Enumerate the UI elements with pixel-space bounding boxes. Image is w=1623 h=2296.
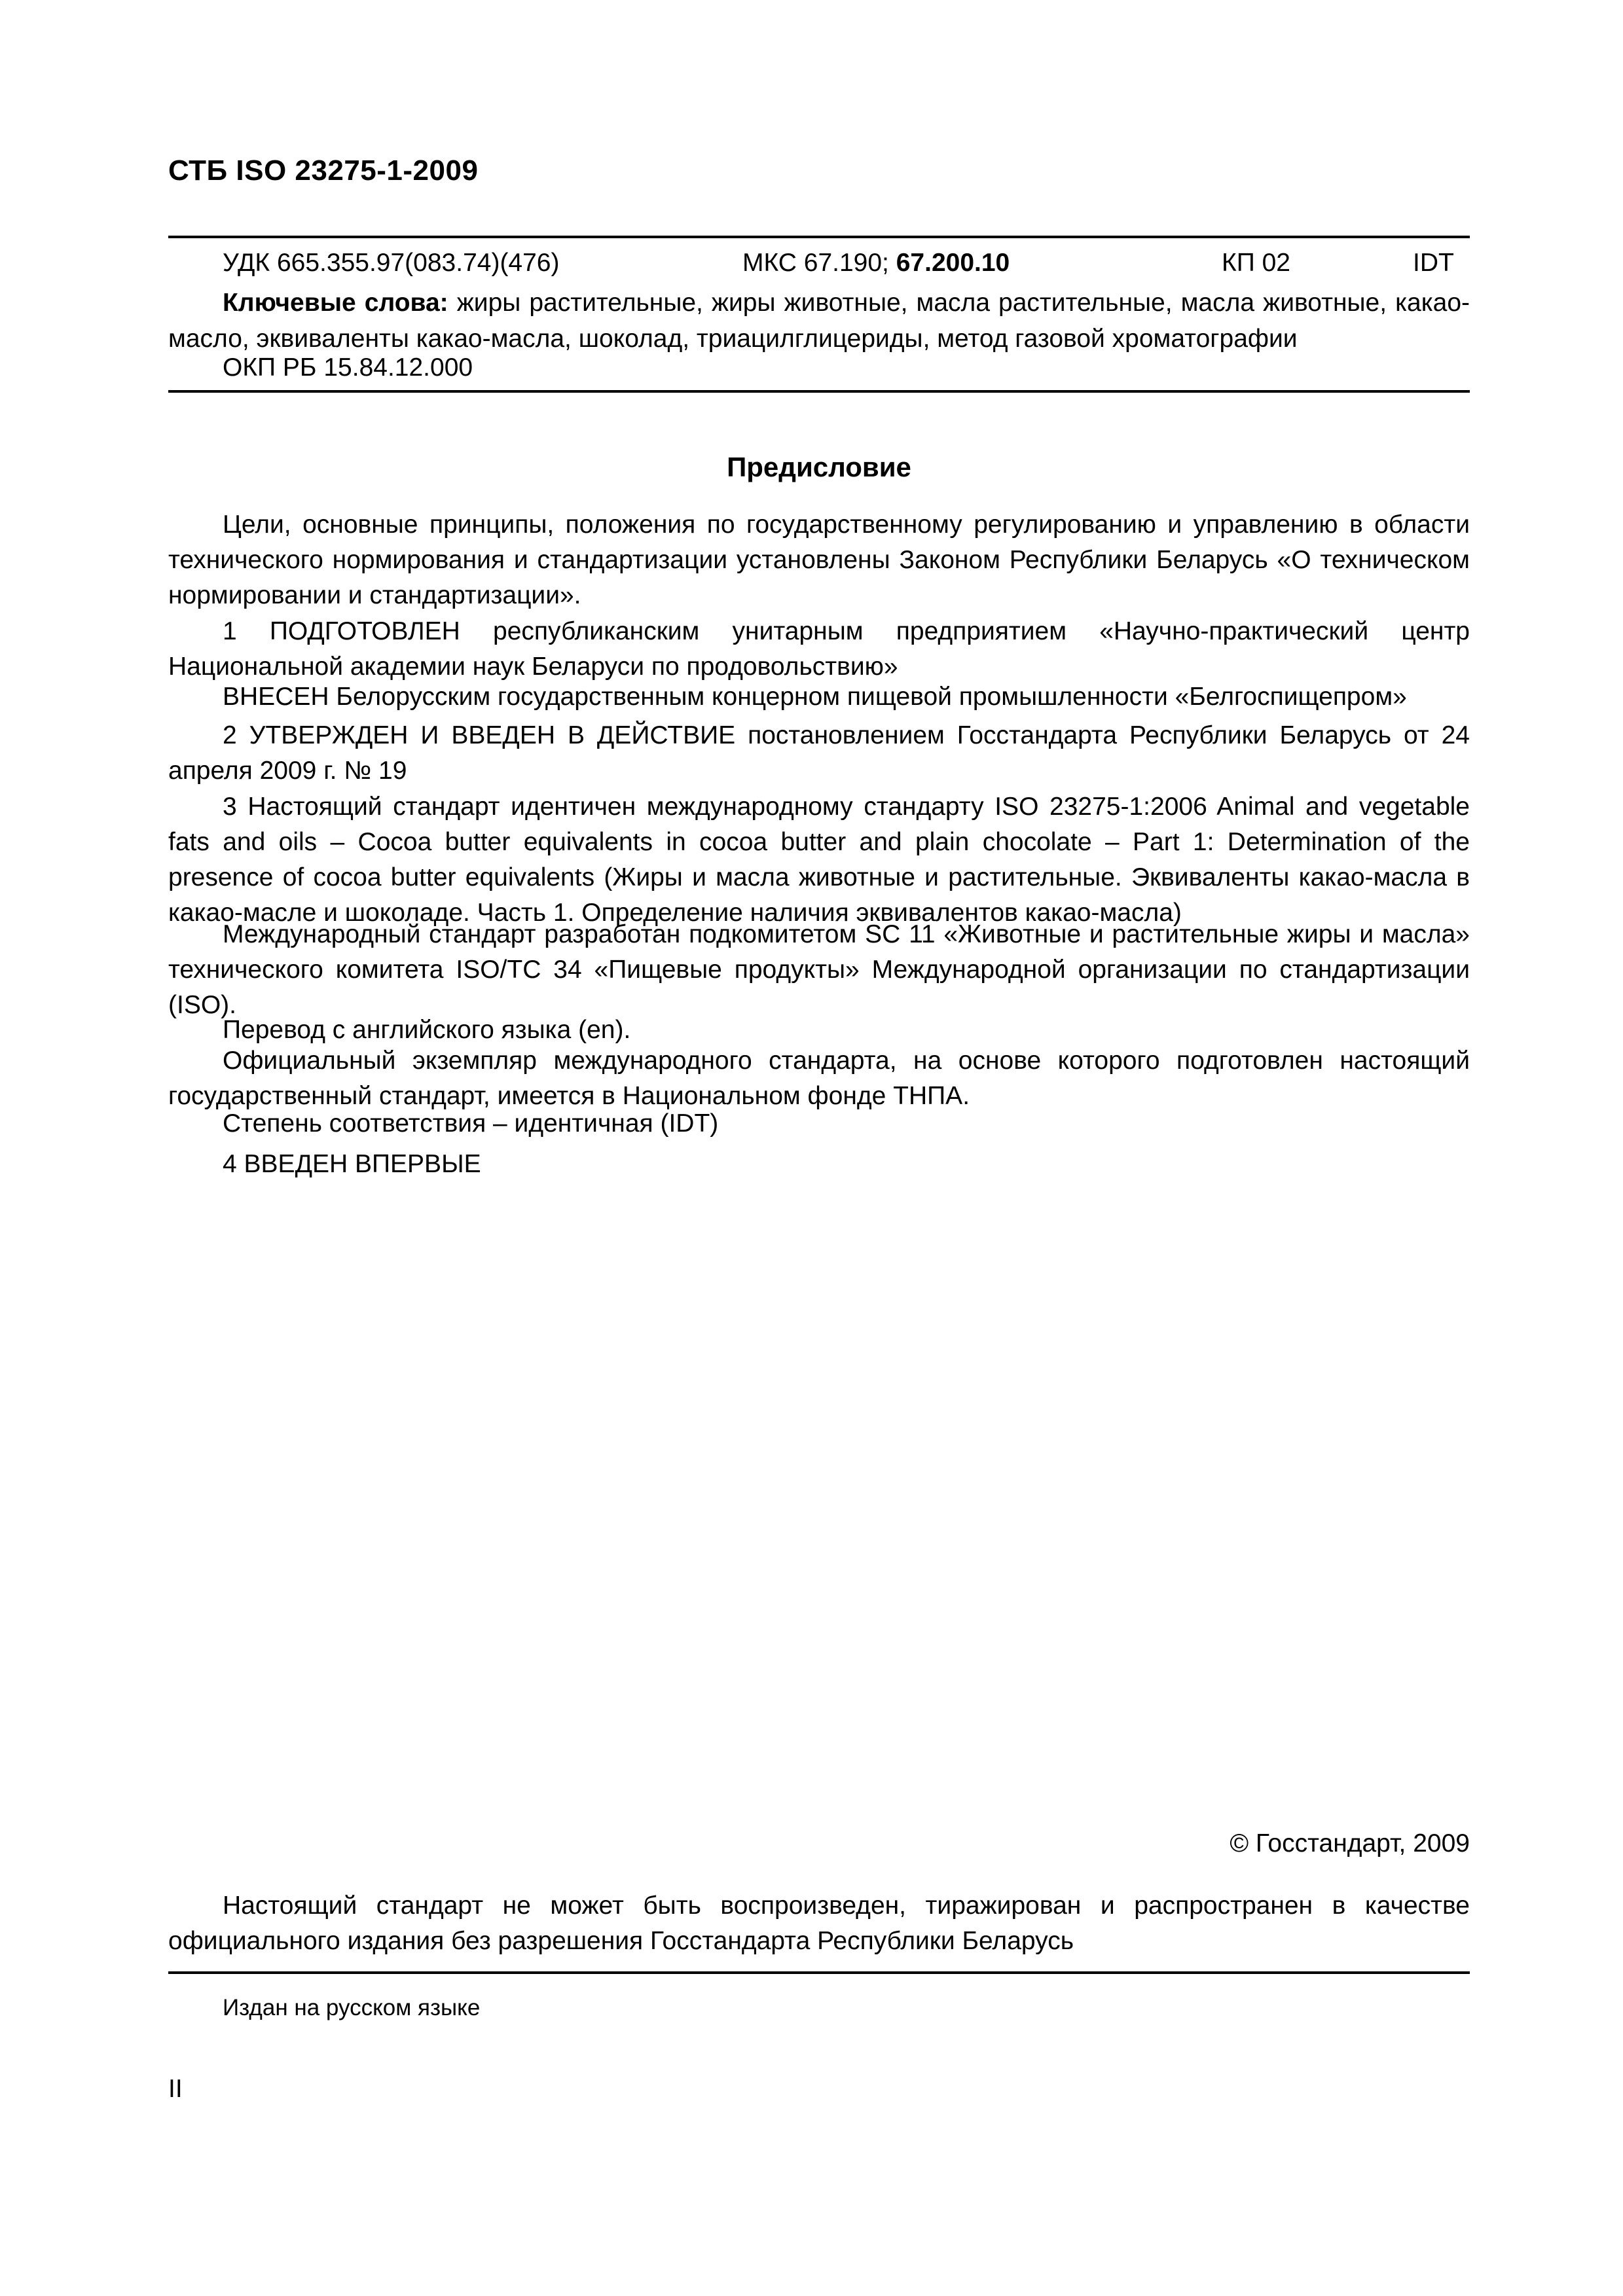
mks-code xyxy=(742,249,1010,278)
okp-code: ОКП РБ 15.84.12.000 xyxy=(223,353,473,382)
document-code: СТБ ISO 23275-1-2009 xyxy=(168,154,479,187)
foreword-paragraph: Международный стандарт разработан подкомитетом SC 11 «Животные и растительные жиры и масла» технического комитета ISO/TC 34 «Пищевые продукты» Международной организации по стандартизации (ISO). xyxy=(168,920,1470,1019)
divider-top xyxy=(168,236,1470,238)
keywords-label: Ключевые слова: xyxy=(223,289,448,317)
reproduction-notice: Настоящий стандарт не может быть воспроизведен, тиражирован и распространен в качестве официального издания без разрешения Госстандарта Республики Беларусь xyxy=(168,1892,1470,1955)
foreword-paragraph: 2 УТВЕРЖДЕН И ВВЕДЕН В ДЕЙСТВИЕ постановлением Госстандарта Республики Беларусь от 24 апреля 2009 г. № 19 xyxy=(168,721,1470,785)
copyright: © Госстандарт, 2009 xyxy=(1230,1829,1470,1857)
foreword-paragraph: Официальный экземпляр международного стандарта, на основе которого подготовлен настоящий государственный стандарт, имеется в Национальном фонде ТНПА. xyxy=(168,1047,1470,1110)
kp-code: КП 02 xyxy=(1222,249,1290,277)
keywords xyxy=(168,285,1470,357)
idt-code: IDT xyxy=(1413,249,1454,277)
keywords-text: жиры растительные, жиры животные, масла растительные, масла животные, какао-масло, эквиваленты какао-масла, шоколад, триацилглицериды, метод газовой хроматографии xyxy=(168,289,1470,353)
page-number: II xyxy=(168,2075,183,2103)
mks-bold-code: 67.200.10 xyxy=(896,249,1010,277)
foreword-paragraph: Перевод с английского языка (en). xyxy=(223,1016,631,1044)
foreword-paragraph: 1 ПОДГОТОВЛЕН республиканским унитарным предприятием «Научно-практический центр Национальной академии наук Беларуси по продовольствию» xyxy=(168,617,1470,681)
divider-bottom xyxy=(168,1971,1470,1974)
foreword-paragraph: Цели, основные принципы, положения по государственному регулированию и управлению в области технического нормирования и стандартизации установлены Законом Республики Беларусь «О техническом нормировании и стандартизации». xyxy=(168,511,1470,609)
foreword-paragraph: 3 Настоящий стандарт идентичен международному стандарту ISO 23275-1:2006 Animal and vegetable fats and oils – Cocoa butter equivalents in cocoa butter and plain chocolate – Part 1: Determination of the presence of cocoa butter equivalents (Жиры и масла животные и растительные. Эквиваленты какао-масла в какао-масле и шоколаде. Часть 1. Определение наличия эквивалентов какао-масла) xyxy=(168,793,1470,927)
foreword-paragraph: ВНЕСЕН Белорусским государственным концерном пищевой промышленности «Белгоспищепром» xyxy=(223,683,1407,711)
mks-prefix: МКС 67.190; xyxy=(742,249,896,277)
foreword-paragraph: Степень соответствия – идентичная (IDT) xyxy=(223,1109,719,1138)
foreword-title: Предисловие xyxy=(727,452,911,482)
divider-classification xyxy=(168,390,1470,393)
language-note: Издан на русском языке xyxy=(223,1995,481,2020)
udk-code: УДК 665.355.97(083.74)(476) xyxy=(223,249,560,277)
foreword-paragraph: 4 ВВЕДЕН ВПЕРВЫЕ xyxy=(223,1150,481,1178)
